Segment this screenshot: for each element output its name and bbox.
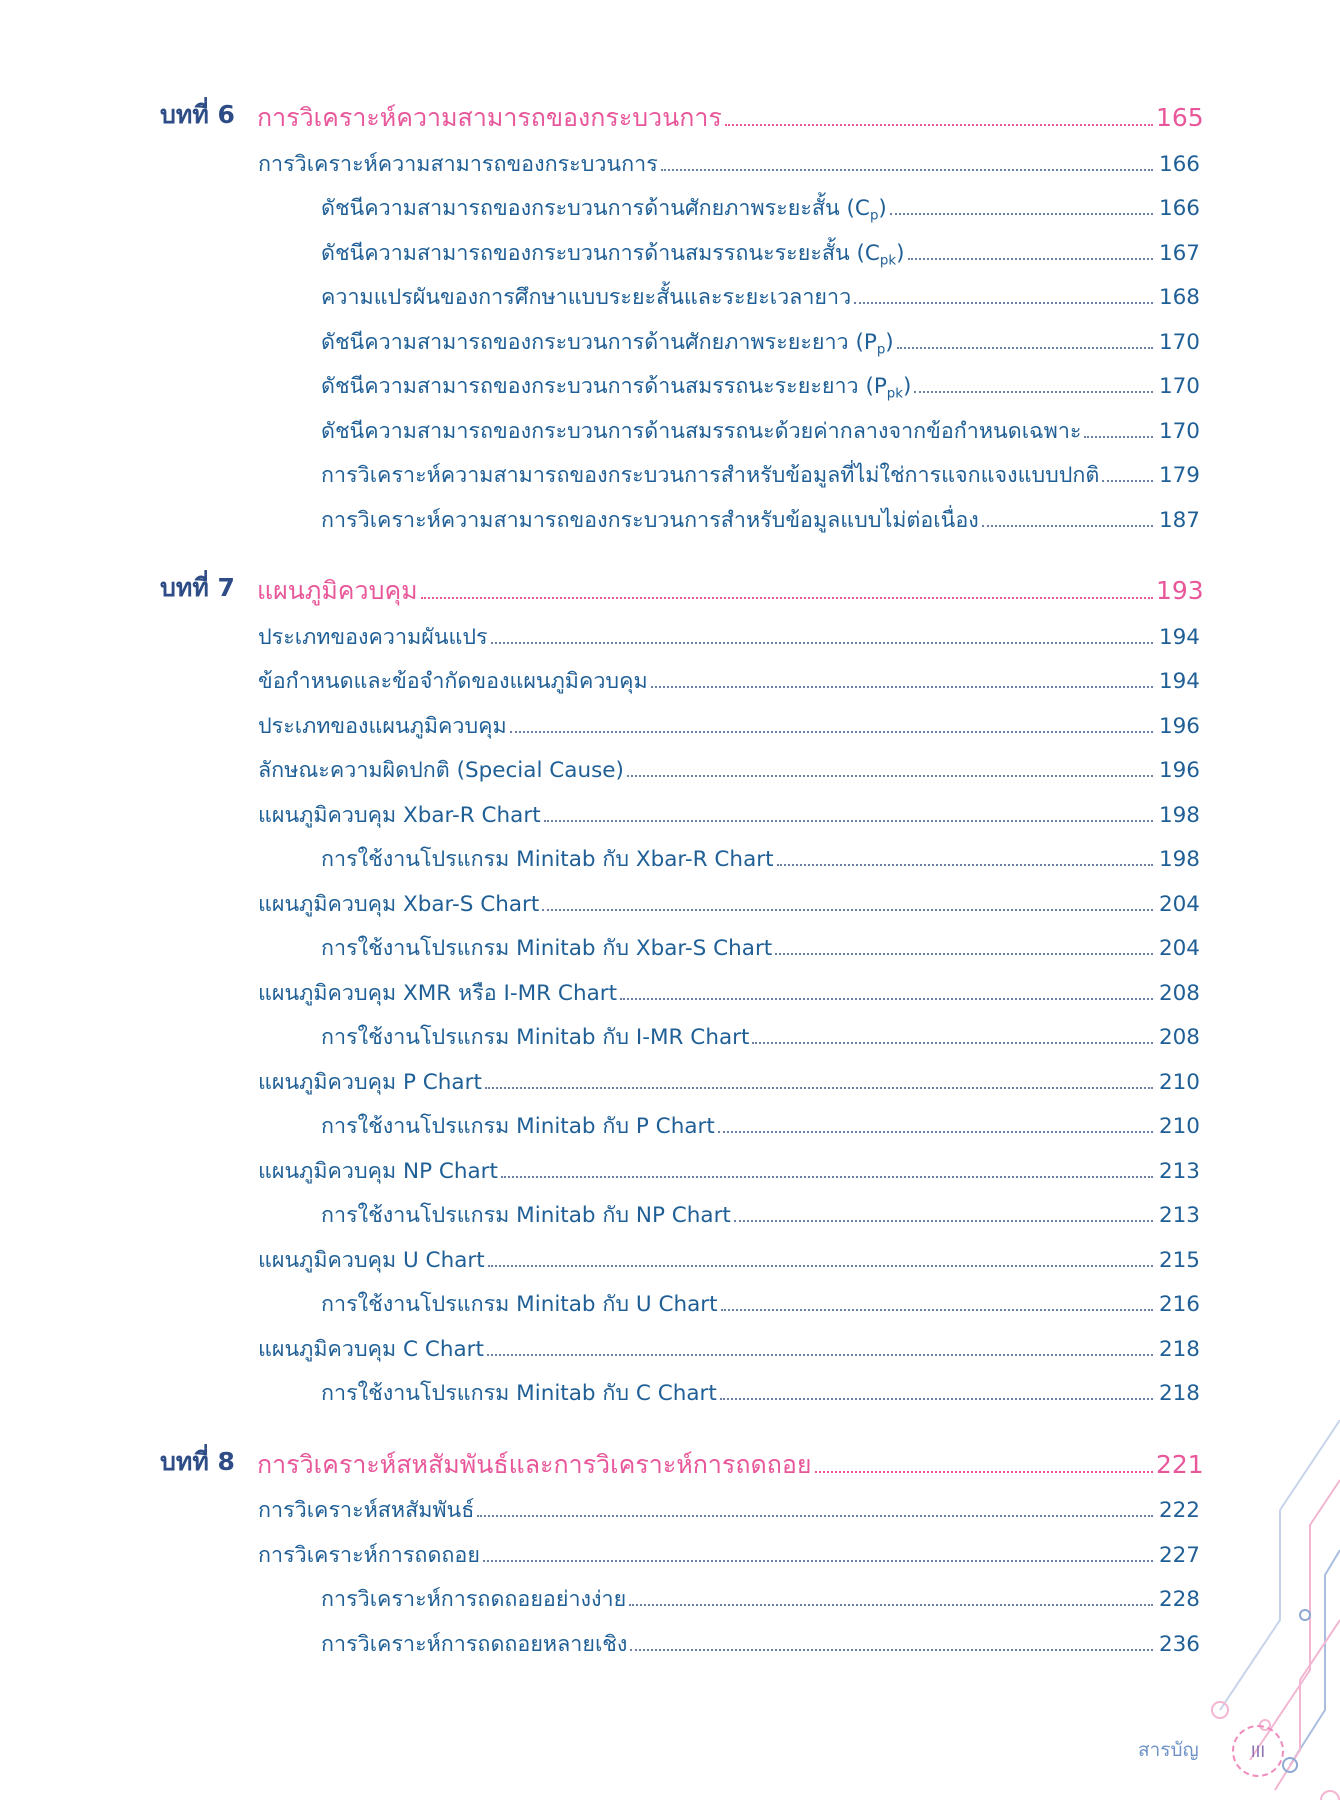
page-ref: 179 <box>1158 463 1200 489</box>
dot-leader <box>488 1265 1153 1267</box>
toc-entry-row <box>321 407 1200 447</box>
entry-title-text: การใช้งานโปรแกรม Minitab กับ P Chart <box>321 1114 715 1140</box>
toc-entry-row <box>321 496 1200 536</box>
entry-title-text: การวิเคราะห์การถดถอยหลายเชิง <box>321 1631 628 1657</box>
toc-chapter-row <box>160 568 1204 608</box>
dot-leader <box>890 213 1153 215</box>
entry-title-text: การวิเคราะห์การถดถอย <box>258 1542 480 1568</box>
entry-title <box>321 375 911 402</box>
toc-entry-row <box>258 1531 1200 1571</box>
page-ref: 227 <box>1158 1542 1200 1568</box>
entry-title-text: การวิเคราะห์ความสามารถของกระบวนการสำหรับข้อมูลที่ไม่ใช่การแจกแจงแบบปกติ <box>321 463 1100 489</box>
dot-leader <box>483 1560 1153 1562</box>
entry-title-text: การวิเคราะห์ความสามารถของกระบวนการ <box>257 103 722 133</box>
toc-entry-row <box>321 1575 1200 1615</box>
toc-entry-row <box>258 746 1200 786</box>
chapter-title <box>257 104 722 135</box>
entry-title-text: ดัชนีความสามารถของกระบวนการด้านสมรรถนะระยะสั้น (C <box>321 240 880 266</box>
entry-title <box>321 1293 718 1320</box>
dot-leader <box>734 1220 1153 1222</box>
dot-leader <box>661 169 1153 171</box>
entry-title-text: แผนภูมิควบคุม Xbar-R Chart <box>258 802 541 828</box>
page-ref: 166 <box>1158 196 1200 222</box>
entry-title-text: แผนภูมิควบคุม U Chart <box>258 1247 485 1273</box>
footer-section-label: สารบัญ <box>1138 1739 1199 1761</box>
entry-title-text: การวิเคราะห์สหสัมพันธ์และการวิเคราะห์การถดถอย <box>257 1449 812 1479</box>
dot-leader <box>721 1309 1153 1311</box>
entry-title <box>321 509 979 536</box>
page-ref: 221 <box>1156 1449 1204 1479</box>
page-ref: 165 <box>1156 103 1204 133</box>
entry-title-text: ดัชนีความสามารถของกระบวนการด้านสมรรถนะระยะยาว (P <box>321 374 887 400</box>
entry-title-text: แผนภูมิควบคุม C Chart <box>258 1336 484 1362</box>
toc-entry-row <box>258 140 1200 180</box>
chapter-title <box>257 1451 812 1482</box>
dot-leader <box>620 998 1153 1000</box>
page-ref: 213 <box>1158 1158 1200 1184</box>
page-number-badge <box>1232 1725 1284 1777</box>
page-ref: 167 <box>1158 240 1200 266</box>
page-ref: 170 <box>1158 418 1200 444</box>
dot-leader <box>725 124 1153 126</box>
entry-title-text: การวิเคราะห์สหสัมพันธ์ <box>258 1498 475 1524</box>
entry-title <box>321 331 894 358</box>
dot-leader <box>544 820 1153 822</box>
dot-leader <box>542 909 1153 911</box>
entry-title <box>258 626 488 653</box>
chapter-title <box>257 577 418 608</box>
toc-entry-row <box>321 1280 1200 1320</box>
chapter-number: บทที่ 8 <box>160 1446 235 1476</box>
page-ref: 196 <box>1158 758 1200 784</box>
entry-title-text: ลักษณะความผิดปกติ (Special Cause) <box>258 758 624 784</box>
dot-leader <box>627 775 1153 777</box>
entry-subscript: p <box>869 208 879 224</box>
entry-title <box>321 286 851 313</box>
dot-leader <box>897 347 1153 349</box>
page-ref: 228 <box>1158 1587 1200 1613</box>
entry-title <box>321 1026 749 1053</box>
entry-title-text: การใช้งานโปรแกรม Minitab กับ NP Chart <box>321 1203 731 1229</box>
entry-title <box>258 715 507 742</box>
page-ref: 210 <box>1158 1069 1200 1095</box>
entry-title <box>258 893 539 920</box>
entry-title-text: การใช้งานโปรแกรม Minitab กับ I-MR Chart <box>321 1025 750 1051</box>
entry-title-text: ดัชนีความสามารถของกระบวนการด้านศักยภาพระยะยาว (P <box>321 329 877 355</box>
entry-title <box>321 1115 715 1142</box>
dot-leader <box>854 302 1153 304</box>
dot-leader <box>908 258 1154 260</box>
page-ref: 236 <box>1158 1631 1200 1657</box>
toc-entry-row <box>321 362 1200 402</box>
entry-subscript: pk <box>886 386 903 402</box>
dot-leader <box>777 864 1153 866</box>
page-ref: 194 <box>1158 624 1200 650</box>
page-ref: 215 <box>1158 1247 1200 1273</box>
entry-title-tail: ) <box>885 329 894 355</box>
entry-title-text: ดัชนีความสามารถของกระบวนการด้านสมรรถนะด้วยค่ากลางจากข้อกำหนดเฉพาะ <box>321 418 1082 444</box>
page-ref: 204 <box>1158 891 1200 917</box>
entry-title <box>258 153 658 180</box>
dot-leader <box>501 1176 1153 1178</box>
entry-title-text: แผนภูมิควบคุม <box>257 576 418 606</box>
page-ref: 194 <box>1158 669 1200 695</box>
page-ref: 218 <box>1158 1336 1200 1362</box>
dot-leader <box>1084 436 1153 438</box>
toc-entry-row <box>258 880 1200 920</box>
dot-leader <box>1102 480 1153 482</box>
entry-title-text: ข้อกำหนดและข้อจำกัดของแผนภูมิควบคุม <box>258 669 648 695</box>
page-ref: 216 <box>1158 1292 1200 1318</box>
entry-title <box>321 937 772 964</box>
entry-title <box>321 197 887 224</box>
page-number: III <box>1250 1741 1266 1761</box>
entry-title <box>321 420 1081 447</box>
page-ref: 198 <box>1158 847 1200 873</box>
entry-title <box>258 1071 482 1098</box>
entry-title <box>258 1249 485 1276</box>
page-ref: 170 <box>1158 374 1200 400</box>
page-ref: 166 <box>1158 151 1200 177</box>
dot-leader <box>720 1398 1153 1400</box>
chapter-number: บทที่ 6 <box>160 100 235 129</box>
entry-title-tail: ) <box>902 374 912 400</box>
entry-title-text: แผนภูมิควบคุม Xbar-S Chart <box>258 891 540 917</box>
page-ref: 198 <box>1158 802 1200 828</box>
entry-title <box>258 1160 498 1187</box>
entry-title-tail: ) <box>878 196 887 222</box>
entry-title-text: การใช้งานโปรแกรม Minitab กับ U Chart <box>321 1292 718 1318</box>
toc-entry-row <box>258 1486 1200 1526</box>
entry-subscript: p <box>876 342 886 358</box>
entry-title-text: การใช้งานโปรแกรม Minitab กับ Xbar-S Chart <box>321 936 773 962</box>
entry-title-tail: ) <box>896 240 905 266</box>
toc-entry-row <box>321 451 1200 491</box>
toc-entry-row <box>258 1325 1200 1365</box>
toc-entry-row <box>321 318 1200 358</box>
dot-leader <box>485 1087 1153 1089</box>
page-ref: 210 <box>1158 1114 1200 1140</box>
toc-entry-row <box>321 924 1200 964</box>
dot-leader <box>775 953 1153 955</box>
dot-leader <box>651 686 1153 688</box>
entry-title <box>321 1382 717 1409</box>
page-ref: 208 <box>1158 980 1200 1006</box>
toc-entry-row <box>258 969 1200 1009</box>
page-ref: 168 <box>1158 285 1200 311</box>
entry-subscript: pk <box>879 253 897 269</box>
entry-title <box>258 670 648 697</box>
page-ref: 218 <box>1158 1381 1200 1407</box>
toc-entry-row <box>258 702 1200 742</box>
entry-title-text: การใช้งานโปรแกรม Minitab กับ C Chart <box>321 1381 717 1407</box>
entry-title <box>321 1588 626 1615</box>
entry-title <box>258 1544 480 1571</box>
entry-title-text: การวิเคราะห์ความสามารถของกระบวนการสำหรับข้อมูลแบบไม่ต่อเนื่อง <box>321 507 979 533</box>
entry-title-text: การวิเคราะห์ความสามารถของกระบวนการ <box>258 151 658 177</box>
toc-chapter-row <box>160 1442 1204 1482</box>
toc-entry-row <box>321 1620 1200 1660</box>
page-ref: 213 <box>1158 1203 1200 1229</box>
dot-leader <box>718 1131 1153 1133</box>
dot-leader <box>477 1515 1153 1517</box>
page-ref: 187 <box>1158 507 1200 533</box>
page-ref: 222 <box>1158 1498 1200 1524</box>
entry-title <box>321 848 774 875</box>
entry-title <box>258 804 541 831</box>
toc-entry-row <box>321 229 1200 269</box>
entry-title-text: ประเภทของความผันแปร <box>258 624 488 650</box>
entry-title-text: แผนภูมิควบคุม XMR หรือ I-MR Chart <box>258 980 618 1006</box>
dot-leader <box>421 597 1153 599</box>
dot-leader <box>815 1471 1153 1473</box>
entry-title-text: ดัชนีความสามารถของกระบวนการด้านศักยภาพระยะสั้น (C <box>321 196 870 222</box>
dot-leader <box>629 1604 1153 1606</box>
toc-entry-row <box>321 1369 1200 1409</box>
toc-entry-row <box>321 1191 1200 1231</box>
toc-entry-row <box>258 1236 1200 1276</box>
toc-entry-row <box>258 791 1200 831</box>
page-ref: 204 <box>1158 936 1200 962</box>
dot-leader <box>752 1042 1153 1044</box>
entry-title <box>258 982 617 1009</box>
entry-title-text: ความแปรผันของการศึกษาแบบระยะสั้นและระยะเวลายาว <box>321 285 852 311</box>
entry-title <box>258 1338 484 1365</box>
toc-entry-row <box>258 1058 1200 1098</box>
page-ref: 170 <box>1158 329 1200 355</box>
toc-entry-row <box>321 835 1200 875</box>
dot-leader <box>487 1354 1153 1356</box>
entry-title-text: แผนภูมิควบคุม NP Chart <box>258 1158 498 1184</box>
toc-entry-row <box>258 1147 1200 1187</box>
dot-leader <box>510 731 1153 733</box>
toc-entry-row <box>321 1013 1200 1053</box>
entry-title <box>258 1499 474 1526</box>
dot-leader <box>491 642 1153 644</box>
entry-title <box>321 242 905 269</box>
page-ref: 196 <box>1158 713 1200 739</box>
toc-entry-row <box>258 657 1200 697</box>
chapter-number: บทที่ 7 <box>160 573 235 602</box>
entry-title <box>321 464 1099 491</box>
entry-title-text: ประเภทของแผนภูมิควบคุม <box>258 713 507 739</box>
toc-entry-row <box>321 273 1200 313</box>
page-ref: 193 <box>1156 576 1204 606</box>
entry-title-text: การวิเคราะห์การถดถอยอย่างง่าย <box>321 1587 627 1613</box>
page-ref: 208 <box>1158 1025 1200 1051</box>
toc-entry-row <box>321 1102 1200 1142</box>
entry-title-text: แผนภูมิควบคุม P Chart <box>258 1069 482 1095</box>
dot-leader <box>914 391 1153 393</box>
toc-entry-row <box>258 613 1200 653</box>
entry-title <box>321 1633 627 1660</box>
toc-chapter-row <box>160 95 1204 135</box>
dot-leader <box>630 1649 1153 1651</box>
entry-title-text: การใช้งานโปรแกรม Minitab กับ Xbar-R Chart <box>321 847 774 873</box>
entry-title <box>321 1204 731 1231</box>
dot-leader <box>982 525 1153 527</box>
entry-title <box>258 759 624 786</box>
toc-entry-row <box>321 184 1200 224</box>
